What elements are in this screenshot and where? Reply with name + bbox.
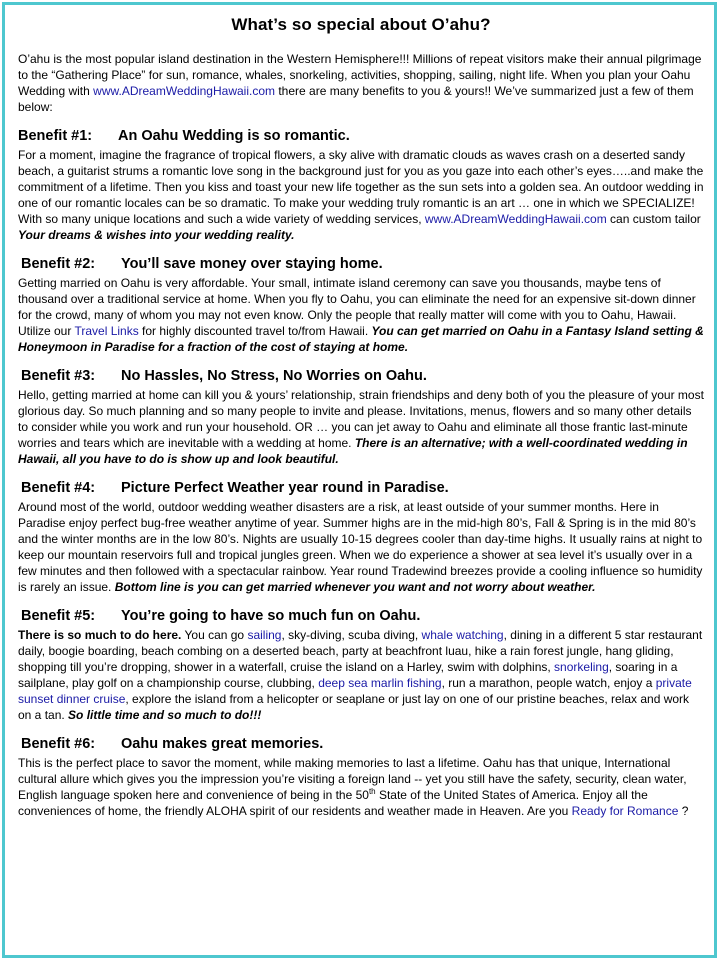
benefit-1-heading [18,127,704,146]
snorkeling-link[interactable]: snorkeling [554,660,609,674]
page-border [2,2,717,958]
body-text: , explore the island from a helicopter or seaplane or just lay on one of our pristine beaches, relax and work on a tan. [18,692,690,722]
body-text: You can go [181,628,248,642]
website-link[interactable]: www.ADreamWeddingHawaii.com [93,84,275,98]
benefit-title: Picture Perfect Weather year round in Paradise. [121,480,449,496]
benefit-number: Benefit #1: [18,128,93,144]
benefit-3-body [18,387,704,467]
benefit-5-body [18,627,704,723]
lead-text: There is so much to do here. [18,628,182,642]
benefit-number: Benefit #5: [21,608,96,624]
benefit-6-heading [18,735,704,754]
benefit-5-section [18,607,704,723]
sailing-link[interactable]: sailing [247,628,282,642]
benefit-6-body [18,755,704,819]
body-text: ? [678,804,689,818]
benefit-title: An Oahu Wedding is so romantic. [118,128,350,144]
benefit-title: You’ll save money over staying home. [121,256,383,272]
body-text: , sky-diving, scuba diving, [281,628,422,642]
benefit-3-section [18,367,704,467]
benefit-6-section [18,735,704,819]
benefit-title: You’re going to have so much fun on Oahu. [121,608,421,624]
body-text: , run a marathon, people watch, enjoy a [441,676,656,690]
benefit-number: Benefit #3: [21,368,96,384]
benefit-2-section [18,255,704,355]
sunset-cruise-link[interactable]: private sunset dinner cruise [18,676,692,706]
benefit-number: Benefit #6: [21,736,96,752]
benefit-number: Benefit #2: [21,256,96,272]
intro-text-end: there are many benefits to you & yours!! We’ve summarized just a few of them below: [18,84,694,114]
travel-links-link[interactable]: Travel Links [74,324,139,338]
page-title: What’s so special about O’ahu? [231,15,491,34]
benefit-3-heading [18,367,704,386]
body-text: for highly discounted travel to/from Hawaii. [138,324,372,338]
intro-paragraph [18,51,704,115]
whale-watching-link[interactable]: whale watching [421,628,504,642]
body-text: Hello, getting married at home can kill you & yours’ relationship, strain friendships and deny both of you the pleasure of your most glorious day. So much planning and so many people to invite and please. Invitations, menus, flowers and so many other details to consider while you work and run your household. OR … you can jet away to Oahu and eliminate all those frantic last-minute worries and tears which are inevitable with a wedding at home. [18,388,704,450]
website-link[interactable]: www.ADreamWeddingHawaii.com [424,212,607,226]
marlin-fishing-link[interactable]: deep sea marlin fishing [318,676,442,690]
benefit-2-body [18,275,704,355]
body-text: can custom tailor [606,212,701,226]
body-text: This is the perfect place to savor the moment, while making memories to last a lifetime. Oahu has that unique, International cultural allure which gives you the impression you’re visiting a foreign land -- yet you still have the safety, security, clean water, English language spoken here and convenience of being in the 50 [18,756,687,802]
body-text: , dining in a different 5 star restaurant daily, boogie boarding, beach combing on a deserted beach, party at beachfront luau, hike a rain forest jungle, hang gliding, shopping till you’re dropping, shower in a waterfall, cruise the island on a Harley, swim with dolphins, [18,628,703,674]
body-text: State of the United States of America. Enjoy all the conveniences of home, the friendly ALOHA spirit of our residents and weather made in Heaven. Are you [18,788,648,818]
benefit-number: Benefit #4: [21,480,96,496]
emphasis-text: You can get married on Oahu in a Fantasy Island setting & Honeymoon in Paradise for a fraction of the cost of staying at home. [18,324,704,354]
benefit-4-body [18,499,704,595]
benefit-5-heading [18,607,704,626]
benefit-title: No Hassles, No Stress, No Worries on Oahu. [121,368,427,384]
benefit-2-heading [18,255,704,274]
benefit-4-section [18,479,704,595]
benefit-title: Oahu makes great memories. [121,736,324,752]
body-text: Around most of the world, outdoor wedding weather disasters are a risk, at least outside of your summer months. Here in Paradise enjoy perfect bug-free weather anytime of year. Summer highs are in the mid-high 80’s, Fall & Spring is in the mid 80’s and the winter months are in the low 80’s. Nights are usually 10-15 degrees cooler than day-time highs. It usually rains at night to keep our mountain reservoirs full and tropical jungles green. When we do experience a shower at sea level it’s usually over in a few minutes and then followed with a spectacular rainbow. Year round Tradewind breezes provide a cooling influence so humidity is rarely an issue. [18,500,703,594]
content [5,5,714,819]
benefit-1-body [18,147,704,243]
benefit-4-heading [18,479,704,498]
body-text: Getting married on Oahu is very affordable. Your small, intimate island ceremony can save you thousands, maybe tens of thousand over a traditional service at home. When you fly to Oahu, you can eliminate the need for an expensive sit-down dinner for the crowd, many of whom you may not even know. Only the people that really matter will come with you to Oahu, Hawaii. Utilize our [18,276,696,338]
ready-for-romance-link[interactable]: Ready for Romance [571,804,679,818]
body-text: For a moment, imagine the fragrance of tropical flowers, a sky alive with dramatic clouds as waves crash on a deserted sandy beach, a guitarist strums a romantic love song in the background just for you as you gaze into each other’s eyes…..and make the commitment of a lifetime. Then you kiss and toast your new life together as the sun sets into a golden sea. An outdoor wedding in one of our romantic locales can be so dramatic. To make your wedding truly romantic is an art … one in which we SPECIALIZE! With so many unique locations and such a wide variety of wedding services, [18,148,704,226]
emphasis-text: Bottom line is you can get married whenever you want and not worry about weather. [114,580,596,594]
intro-text: O’ahu is the most popular island destination in the Western Hemisphere!!! Millions of repeat visitors make their annual pilgrimage to the “Gathering Place” for sun, romance, whales, snorkeling, activities, shopping, sailing, night life. When you plan your Oahu Wedding with [18,52,702,98]
emphasis-text: There is an alternative; with a well-coordinated wedding in Hawaii, all you have to do is show up and look beautiful. [18,436,688,466]
body-text: , soaring in a sailplane, play golf on a championship course, clubbing, [18,660,678,690]
emphasis-text: So little time and so much to do!!! [68,708,262,722]
emphasis-text: Your dreams & wishes into your wedding reality. [18,228,295,242]
benefit-1-section [18,127,704,243]
ordinal-suffix: th [368,787,376,796]
